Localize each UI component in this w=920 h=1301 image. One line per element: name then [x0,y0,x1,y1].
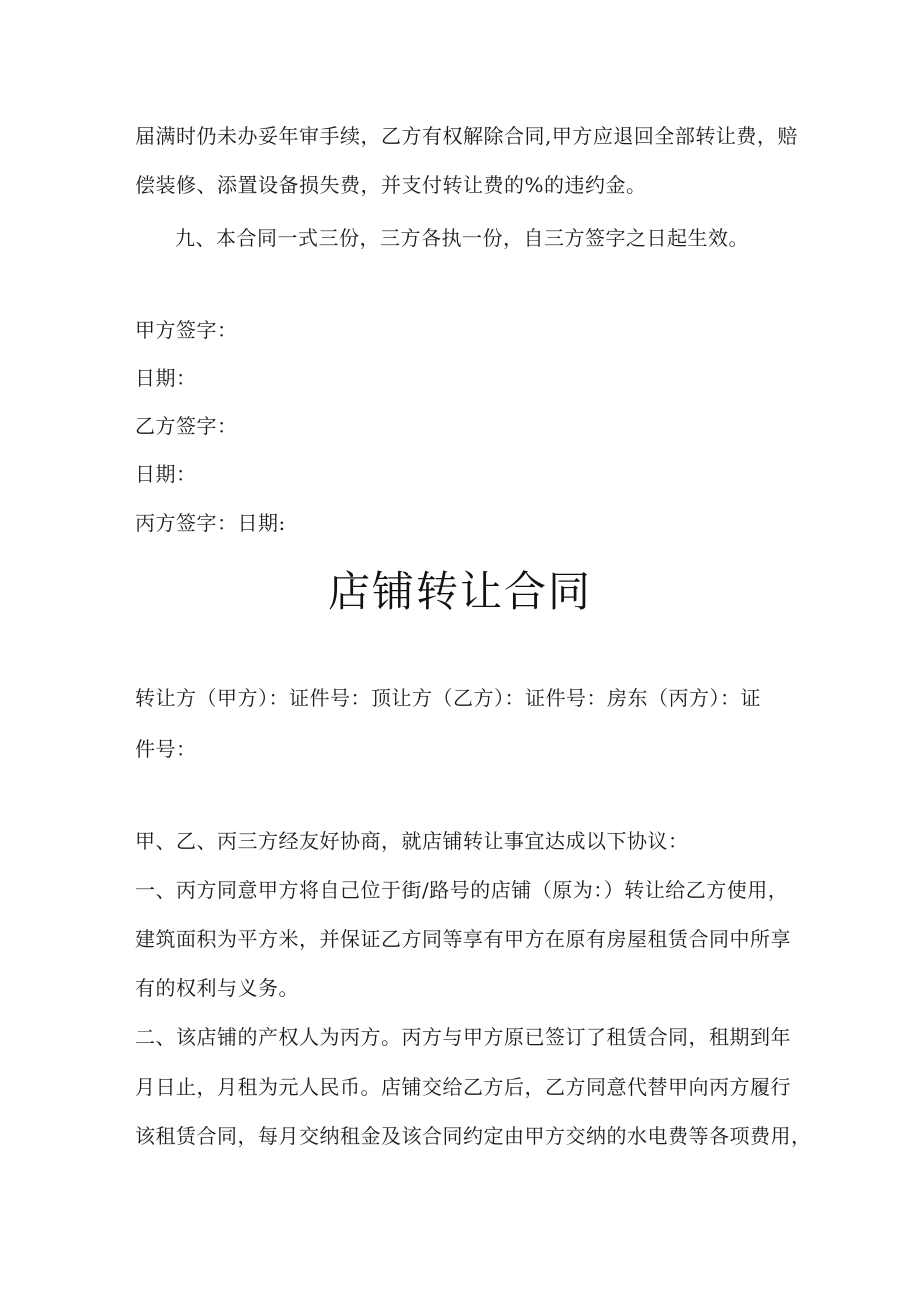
clause1-line3: 有的权利与义务。 [135,976,299,1000]
clause8-line2: 偿装修、添置设备损失费，并支付转让费的%的违约金。 [135,173,647,197]
agreement-intro: 甲、乙、丙三方经友好协商，就店铺转让事宜达成以下协议： [135,829,689,853]
parties-line1: 转让方（甲方）：证件号：顶让方（乙方）：证件号：房东（丙方）：证 [135,686,761,710]
clause8-line1: 届满时仍未办妥年审手续，乙方有权解除合同,甲方应退回全部转让费，赔 [135,124,798,148]
party-b-date: 日期： [135,462,197,486]
party-c-signature-date: 丙方签字：日期: [135,511,286,535]
clause1-line1: 一、丙方同意甲方将自己位于街/路号的店铺（原为：）转让给乙方使用， [135,878,789,902]
party-a-date: 日期： [135,366,197,390]
party-b-signature: 乙方签字： [135,414,238,438]
contract-title: 店铺转让合同 [327,567,592,616]
party-a-signature: 甲方签字： [135,318,238,342]
clause1-line2: 建筑面积为平方米，并保证乙方同等享有甲方在原有房屋租赁合同中所享 [135,927,791,951]
clause2-line3: 该租赁合同，每月交纳租金及该合同约定由甲方交纳的水电费等各项费用， [135,1124,812,1148]
clause2-line2: 月日止，月租为元人民币。店铺交给乙方后，乙方同意代替甲向丙方履行 [135,1075,791,1099]
parties-line2: 件号： [135,737,197,761]
clause9: 九、本合同一式三份，三方各执一份，自三方签字之日起生效。 [175,226,749,250]
clause2-line1: 二、该店铺的产权人为丙方。丙方与甲方原已签订了租赁合同，租期到年 [135,1025,791,1049]
